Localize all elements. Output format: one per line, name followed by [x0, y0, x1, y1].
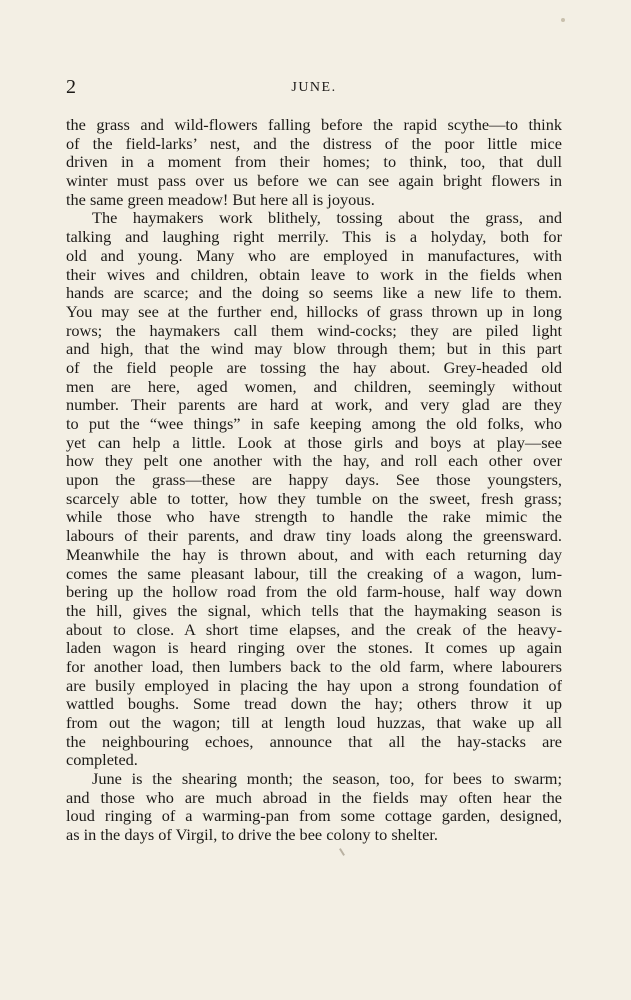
text-line: comes the same pleasant labour, till the creaking of a wagon, lum- [66, 564, 562, 583]
text-line: and high, that the wind may blow through them; but in this part [66, 340, 562, 359]
text-line: for another load, then lumbers back to the old farm, where labourers [66, 657, 562, 676]
page-header [66, 76, 562, 100]
text-line: while those who have strength to handle the rake mimic the [66, 508, 562, 527]
running-title: JUNE. [291, 80, 337, 95]
paper-speck [561, 18, 565, 22]
text-line: number. Their parents are hard at work, and very glad are they [66, 396, 562, 415]
text-line: upon the grass—these are happy days. See those youngsters, [66, 471, 562, 490]
text-line: The haymakers work blithely, tossing about the grass, and [92, 209, 562, 228]
text-line: of the field people are tossing the hay about. Grey-headed old [66, 358, 562, 377]
page-number: 2 [66, 76, 76, 98]
text-line: from out the wagon; till at length loud huzzas, that wake up all [66, 714, 562, 732]
text-line: to put the “wee things” in safe keeping among the old folks, who [66, 415, 562, 433]
text-line: as in the days of Virgil, to drive the bee colony to shelter. [66, 826, 438, 845]
text-line: the grass and wild-flowers falling before the rapid scythe—to think [66, 116, 562, 134]
text-line: yet can help a little. Look at those girls and boys at play—see [66, 433, 562, 452]
text-line: are busily employed in placing the hay upon a strong foundation of [66, 676, 562, 695]
text-line: rows; the haymakers call them wind-cocks; they are piled light [66, 321, 562, 340]
body-text [66, 116, 562, 845]
text-line: and those who are much abroad in the fields may often hear the [66, 788, 562, 807]
text-line: You may see at the further end, hillocks of grass thrown up in long [66, 302, 562, 321]
text-line: old and young. Many who are employed in manufactures, with [66, 246, 562, 265]
text-line: the hill, gives the signal, which tells that the haymaking season is [66, 601, 562, 620]
text-line: talking and laughing right merrily. This is a holyday, both for [66, 228, 562, 247]
text-line: June is the shearing month; the season, too, for bees to swarm; [92, 770, 562, 789]
text-line: driven in a moment from their homes; to think, too, that dull [66, 153, 562, 172]
text-line: wattled boughs. Some tread down the hay; others throw it up [66, 695, 562, 714]
text-line: hands are scarce; and the doing so seems like a new life to them. [66, 284, 562, 303]
text-line: labours of their parents, and draw tiny loads along the greensward. [66, 527, 562, 546]
text-line: winter must pass over us before we can see again bright flowers in [66, 172, 562, 191]
text-line: scarcely able to totter, how they tumble on the sweet, fresh grass; [66, 489, 562, 508]
text-line: how they pelt one another with the hay, and roll each other over [66, 452, 562, 471]
text-line: Meanwhile the hay is thrown about, and with each returning day [66, 545, 562, 564]
text-line: of the field-larks’ nest, and the distress of the poor little mice [66, 134, 562, 153]
text-line: the neighbouring echoes, announce that all the hay-stacks are [66, 732, 562, 751]
text-line: laden wagon is heard ringing over the stones. It comes up again [66, 639, 562, 658]
text-line: bering up the hollow road from the old farm-house, half way down [66, 583, 562, 602]
paper-mark [339, 848, 345, 856]
text-line: completed. [66, 751, 138, 770]
text-line: loud ringing of a warming-pan from some cottage garden, designed, [66, 807, 562, 826]
text-line: men are here, aged women, and children, seemingly without [66, 377, 562, 396]
text-line: the same green meadow! But here all is joyous. [66, 190, 375, 209]
text-line: about to close. A short time elapses, and the creak of the heavy- [66, 620, 562, 639]
text-line: their wives and children, obtain leave to work in the fields when [66, 265, 562, 284]
